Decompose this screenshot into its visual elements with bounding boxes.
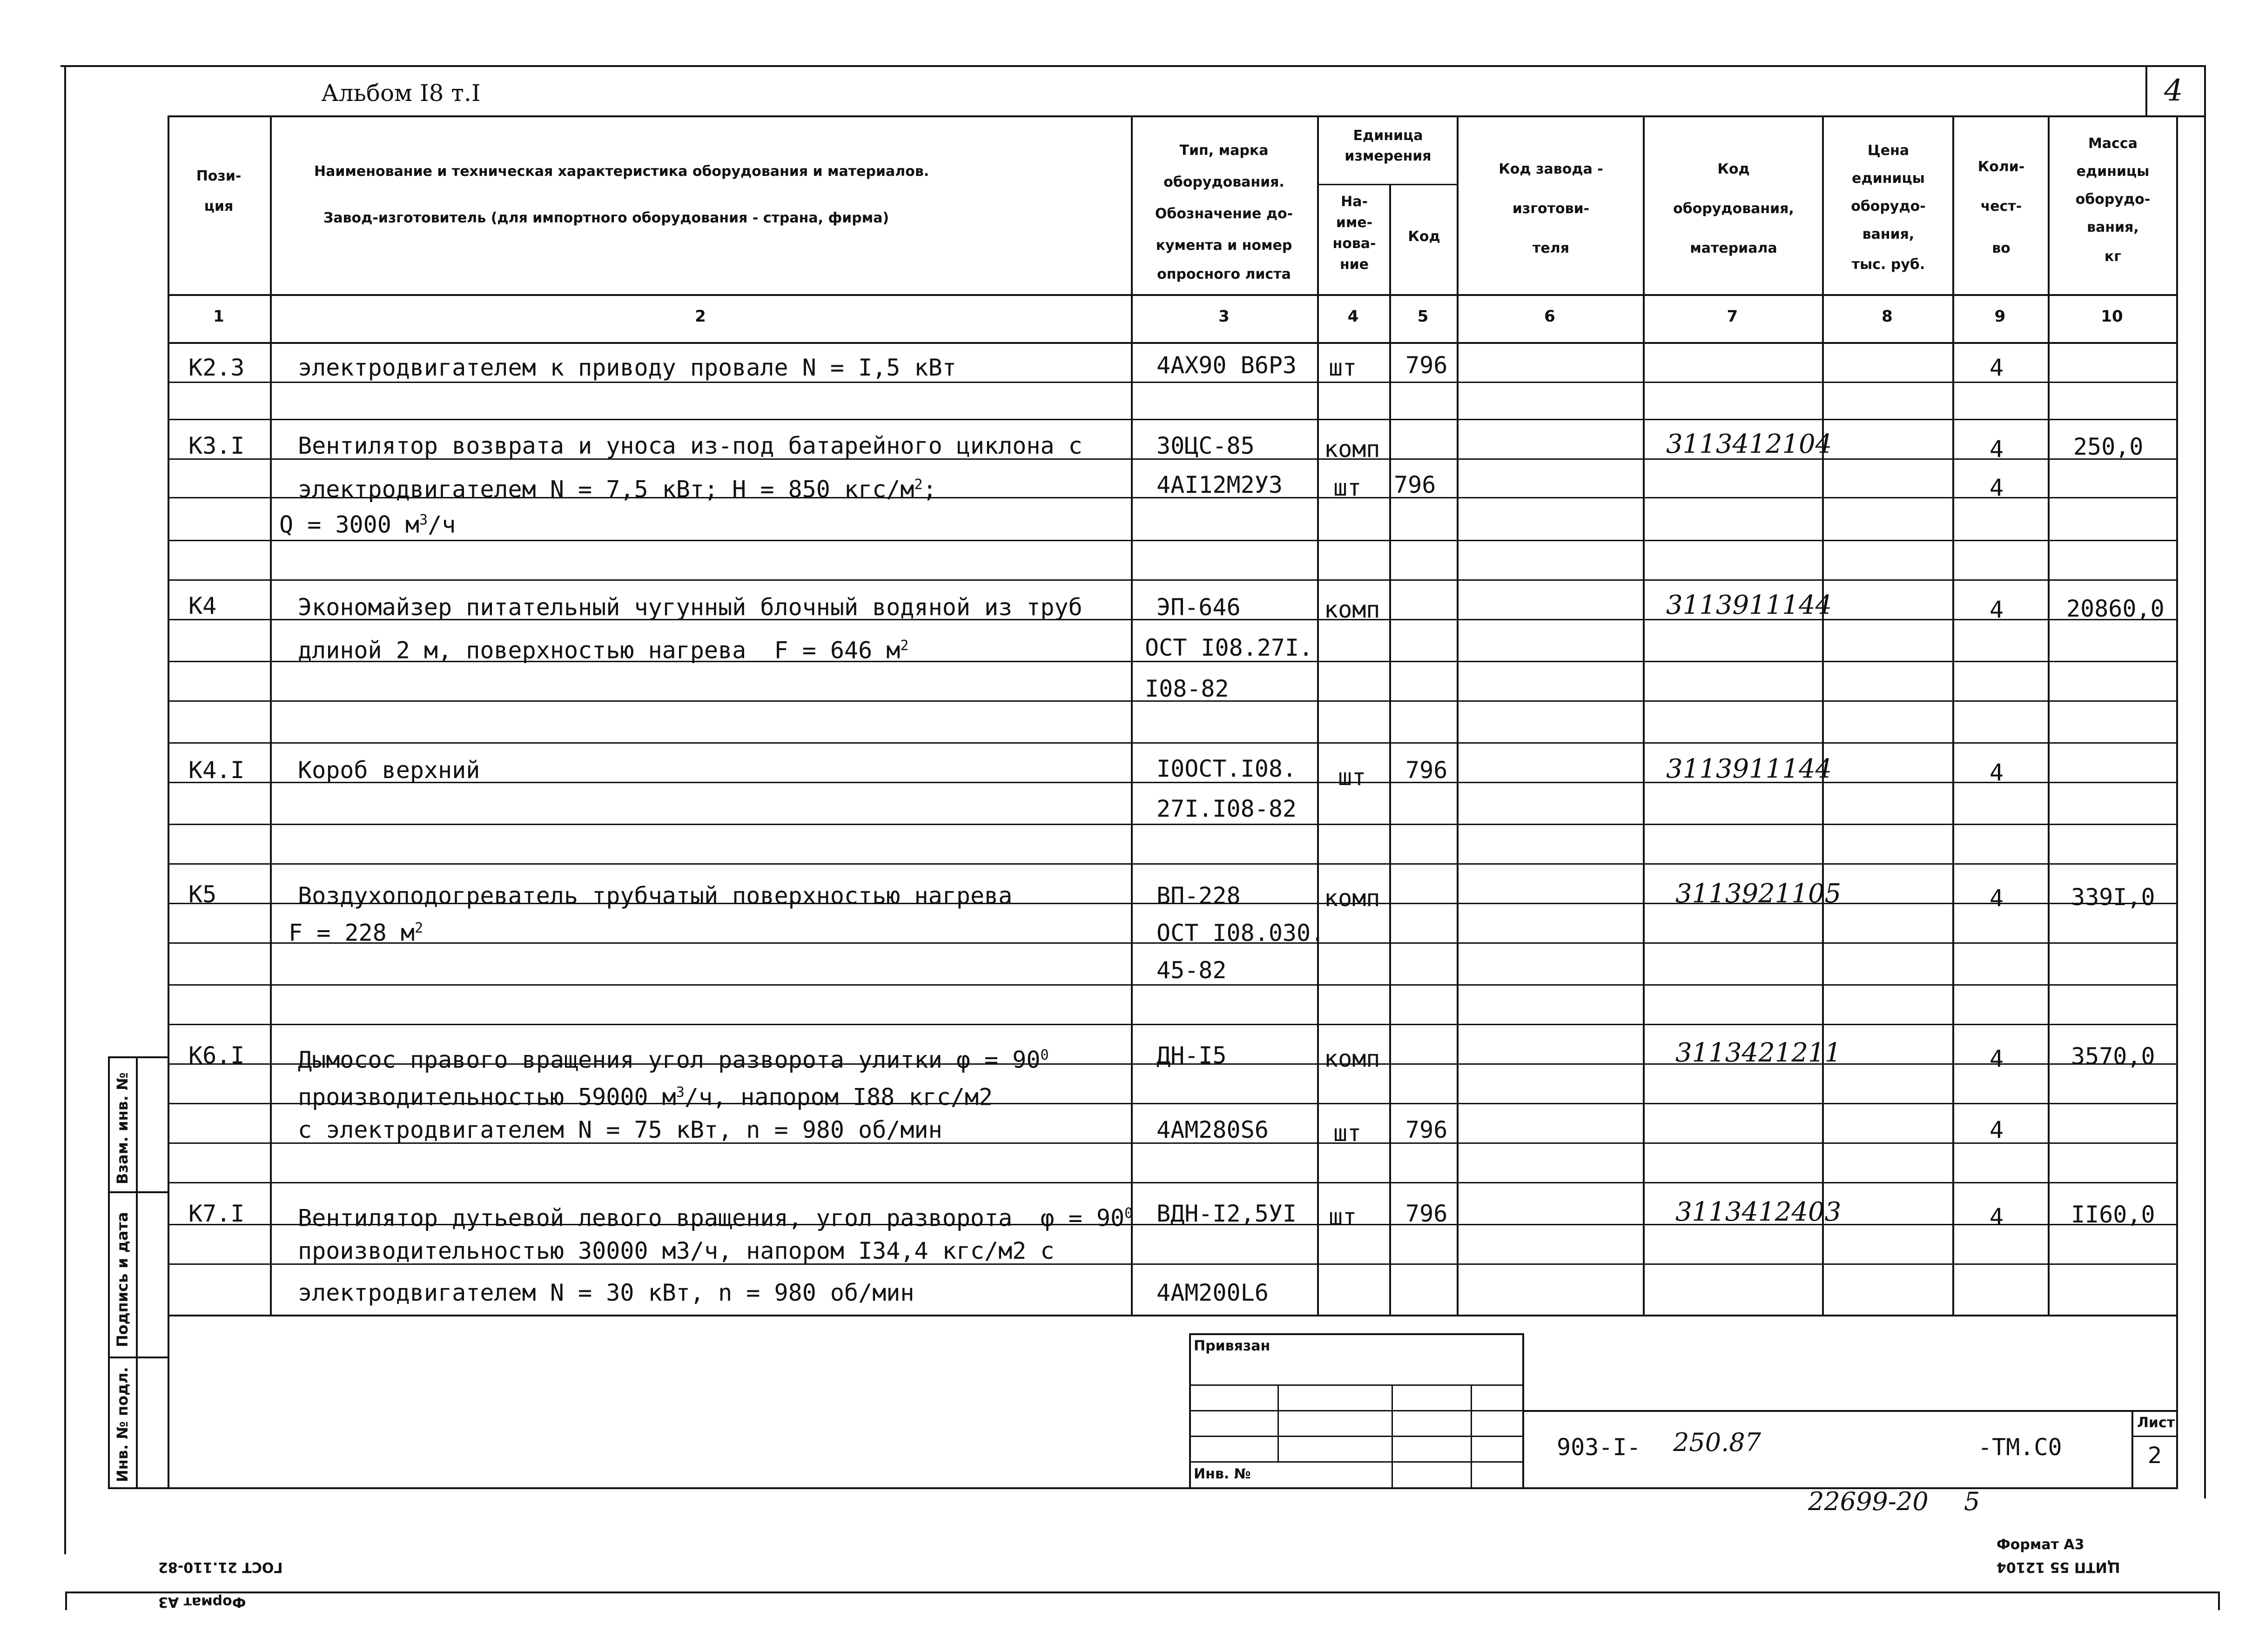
row15-eq: 3113412403	[1675, 1197, 1842, 1227]
col-line-2	[1131, 115, 1133, 1316]
row0-type: 4АХ90 В6Р3	[1156, 352, 1297, 379]
row10-type: ОСТ I08.030.	[1156, 920, 1325, 947]
numbers-bottom-line	[168, 342, 2178, 344]
header-c3-e: опросного листа	[1157, 266, 1291, 282]
table-top-line	[168, 115, 2178, 117]
col-num-9: 9	[1994, 307, 2006, 326]
row1-type: 30ЦС-85	[1156, 432, 1255, 459]
row3-name: Q = 3000 $м^3/ч$	[279, 511, 456, 538]
sheet-number: 2	[2148, 1443, 2162, 1469]
col-num-2: 2	[695, 307, 706, 326]
row12-name: Дымосос правого вращения угол разворота улитки $\varphi = 90^0$	[298, 1046, 1049, 1074]
row12-eq: 3113421211	[1675, 1038, 1842, 1068]
doc-code-italic: 250.87	[1673, 1428, 1761, 1457]
row13-name: производительностью 59000 $м^3/ч$, напором I88 кгс/м2	[298, 1083, 993, 1111]
side-strip-left	[108, 1056, 110, 1489]
side-vzam: Взам. инв. №	[114, 1072, 131, 1184]
row4-mass: 20860,0	[2066, 595, 2165, 622]
side-strip-middle	[136, 1056, 138, 1489]
doc-code-prefix: 903-I-	[1557, 1434, 1641, 1461]
row14-unit: шт	[1333, 1120, 1362, 1147]
sheet-label: Лист	[2137, 1415, 2175, 1431]
row5-name: длиной 2 м, поверхностью нагрева F = 646 $м^2$	[298, 637, 909, 664]
ciptp-label: ЦИТП 55 12104	[1997, 1559, 2120, 1575]
row15-pos: К7.I	[188, 1200, 245, 1227]
header-c2-a: Наименование и техническая характеристика оборудования и материалов.	[314, 163, 929, 180]
row-line-1	[168, 419, 2178, 420]
header-c1-a: Пози-	[196, 168, 242, 184]
col-line-10	[2176, 115, 2178, 1316]
frame-bottom	[65, 1592, 2220, 1593]
row7-code: 796	[1405, 757, 1448, 784]
header-c3-b: оборудования.	[1163, 174, 1284, 190]
row2-name: электродвигателем N = 7,5 кВт; H = 850 кгс/$м^2$;	[298, 476, 937, 503]
side-strip-div2	[108, 1357, 168, 1358]
row-line-11	[168, 824, 2178, 825]
row0-qty: 4	[1990, 354, 2004, 381]
header-c2-b: Завод-изготовитель (для импортного оборудования - страна, фирма)	[323, 210, 889, 226]
row9-type: ВП-228	[1156, 882, 1241, 909]
row-line-4	[168, 540, 2178, 541]
privyazan-top	[1189, 1333, 1524, 1335]
row0-code: 796	[1405, 352, 1448, 379]
row12-pos: К6.I	[188, 1042, 245, 1069]
header-c7-a: Код	[1717, 161, 1750, 177]
row11-type: 45-82	[1156, 957, 1227, 984]
col-num-6: 6	[1544, 307, 1555, 326]
designation-top	[1524, 1410, 2178, 1412]
gost-mirror-label: ГОСТ 21.110-82	[158, 1559, 283, 1575]
header-c4-c: нова-	[1332, 235, 1376, 252]
col-line-5	[1457, 115, 1459, 1316]
frame-bottom-right-tick	[2218, 1592, 2220, 1610]
row15-qty: 4	[1990, 1203, 2004, 1230]
side-strip-bottom	[108, 1487, 168, 1489]
inv-no-label: Инв. №	[1194, 1466, 1251, 1482]
header-c8-e: тыс. руб.	[1851, 256, 1925, 273]
row-line-16	[168, 1024, 2178, 1025]
col-num-7: 7	[1727, 307, 1738, 326]
col-line-1	[270, 115, 272, 1316]
row-line-20	[168, 1182, 2178, 1183]
row2-code: 796	[1394, 471, 1436, 498]
row17-type: 4АМ200L6	[1156, 1279, 1269, 1306]
row-line-9	[168, 742, 2178, 744]
col-line-6	[1643, 115, 1645, 1316]
row1-pos: К3.I	[188, 432, 245, 459]
header-c6-b: изготови-	[1512, 201, 1590, 217]
row6-type: I08-82	[1145, 675, 1229, 702]
row4-eq: 3113911144	[1666, 590, 1832, 620]
row15-type: ВДН-I2,5УI	[1156, 1200, 1297, 1227]
row1-eq: 3113412104	[1666, 429, 1832, 459]
header-c6-c: теля	[1533, 240, 1569, 256]
frame-right	[2204, 65, 2206, 1498]
row7-unit: шт	[1338, 764, 1366, 791]
row-line-12	[168, 863, 2178, 865]
row9-unit: комп	[1324, 885, 1380, 912]
header-unit-b: измерения	[1345, 148, 1432, 164]
header-c7-b: оборудования,	[1673, 201, 1794, 217]
privyazan-label: Привязан	[1194, 1338, 1271, 1354]
stamp-right	[2176, 1315, 2178, 1489]
col-num-5: 5	[1417, 307, 1429, 326]
row7-name: Короб верхний	[298, 757, 480, 784]
sheet-box-left	[2131, 1410, 2133, 1489]
row12-mass: 3570,0	[2071, 1043, 2155, 1070]
col-line-9	[2048, 115, 2050, 1316]
row12-type: ДН-I5	[1156, 1042, 1227, 1069]
row0-pos: К2.3	[188, 354, 245, 381]
row14-qty: 4	[1990, 1116, 2004, 1143]
doc-code-suffix: -ТМ.С0	[1978, 1434, 2062, 1461]
header-c10-a: Масса	[2088, 135, 2138, 152]
row4-qty: 4	[1990, 596, 2004, 623]
privyazan-col2	[1392, 1384, 1393, 1489]
header-c9-b: чест-	[1980, 198, 2022, 215]
header-c3-c: Обозначение до-	[1155, 206, 1293, 222]
row1-name: Вентилятор возврата и уноса из-под батарейного циклона с	[298, 432, 1082, 459]
header-bottom-line	[168, 294, 2178, 296]
col-num-8: 8	[1882, 307, 1893, 326]
page-box-left	[2145, 65, 2147, 116]
row4-name: Экономайзер питательный чугунный блочный водяной из труб	[298, 594, 1082, 621]
format-label: Формат А3	[1997, 1537, 2084, 1553]
row9-mass: 339I,0	[2071, 884, 2155, 911]
frame-top	[61, 65, 2206, 67]
privyazan-line1	[1189, 1384, 1524, 1386]
row9-eq: 3113921105	[1675, 879, 1842, 909]
row1-qty: 4	[1990, 436, 2004, 463]
header-c1-b: ция	[204, 198, 234, 215]
row7-pos: К4.I	[188, 757, 245, 784]
side-strip-top	[108, 1056, 168, 1058]
row12-unit: комп	[1324, 1045, 1380, 1072]
row0-unit: шт	[1329, 354, 1357, 381]
col-num-3: 3	[1218, 307, 1230, 326]
row17-name: электродвигателем N = 30 кВт, n = 980 об/мин	[298, 1279, 914, 1306]
col-num-1: 1	[213, 307, 224, 326]
sheet-box-divider	[2131, 1436, 2178, 1437]
row9-name: Воздухоподогреватель трубчатый поверхностью нагрева	[298, 882, 1013, 909]
privyazan-line4	[1189, 1461, 1524, 1463]
row10-name: F = 228 $м^2$	[289, 919, 423, 947]
row16-name: производительностью 30000 м3/ч, напором I34,4 кгс/м2 с	[298, 1237, 1055, 1264]
row-line-15	[168, 984, 2178, 986]
header-c3-d: кумента и номер	[1156, 237, 1292, 254]
header-c10-b: единицы	[2076, 163, 2150, 180]
row5-type: ОСТ I08.27I.	[1145, 634, 1313, 661]
row9-pos: К5	[188, 881, 217, 908]
side-podpis: Подпись и дата	[114, 1212, 131, 1347]
col-line-8	[1952, 115, 1954, 1316]
header-c4-b: име-	[1336, 215, 1373, 231]
col-line-4	[1389, 184, 1391, 1316]
row15-name: Вентилятор дутьевой левого вращения, угол разворота $\varphi = 90^0$	[298, 1204, 1133, 1232]
inventory-suffix: 5	[1964, 1487, 1980, 1516]
row14-type: 4АМ280S6	[1156, 1116, 1269, 1143]
header-c6-a: Код завода -	[1499, 161, 1603, 177]
frame-bottom-left-tick	[65, 1592, 67, 1610]
row7-eq: 3113911144	[1666, 754, 1832, 784]
privyazan-line2	[1189, 1410, 1524, 1411]
header-c8-b: единицы	[1852, 170, 1925, 187]
side-strip-div1	[108, 1191, 168, 1193]
col-line-7	[1822, 115, 1824, 1316]
row2-unit: шт	[1333, 474, 1362, 501]
row4-pos: К4	[188, 592, 217, 619]
header-c9-a: Коли-	[1977, 159, 2025, 175]
row2-type: 4АI12М2У3	[1156, 471, 1283, 498]
header-c4-a: На-	[1341, 194, 1368, 210]
header-c3-a: Тип, марка	[1179, 142, 1269, 159]
table-bottom-line	[168, 1315, 2178, 1316]
frame-left	[64, 65, 66, 1554]
stamp-left	[168, 1315, 169, 1489]
privyazan-col3	[1471, 1384, 1472, 1489]
header-c7-c: материала	[1690, 240, 1777, 256]
privyazan-col1	[1277, 1384, 1279, 1461]
row14-name: с электродвигателем N = 75 кВт, n = 980 об/мин	[298, 1116, 942, 1143]
header-c10-c: оборудо-	[2075, 191, 2151, 208]
col-num-4: 4	[1347, 307, 1359, 326]
row1-mass: 250,0	[2073, 433, 2144, 460]
row12-qty: 4	[1990, 1045, 2004, 1072]
row9-qty: 4	[1990, 885, 2004, 912]
row8-type: 27I.I08-82	[1156, 795, 1297, 822]
row15-code: 796	[1405, 1200, 1448, 1227]
unit-subheader-line	[1317, 184, 1457, 185]
album-label: Альбом I8 т.I	[321, 80, 481, 107]
privyazan-line3	[1189, 1436, 1524, 1437]
row14-code: 796	[1405, 1116, 1448, 1143]
col-num-10: 10	[2101, 307, 2123, 326]
header-c8-d: вания,	[1862, 226, 1915, 242]
header-c4-d: ние	[1339, 256, 1369, 273]
row1-unit: комп	[1324, 436, 1380, 463]
row4-unit: комп	[1324, 596, 1380, 623]
row15-unit: шт	[1329, 1203, 1357, 1230]
header-c5: Код	[1408, 228, 1440, 245]
inventory-number: 22699-20	[1808, 1487, 1929, 1516]
col-line-3	[1317, 115, 1319, 1316]
row-line-5	[168, 579, 2178, 581]
header-c9-c: во	[1992, 240, 2010, 256]
row7-type: I0ОСТ.I08.	[1156, 755, 1297, 782]
header-c8-a: Цена	[1867, 142, 1909, 159]
header-unit-a: Единица	[1353, 128, 1423, 144]
row0-name: электродвигателем к приводу провале N = I,5 кВт	[298, 354, 956, 381]
row2-qty: 4	[1990, 474, 2004, 501]
row4-type: ЭП-646	[1156, 594, 1241, 621]
header-c8-c: оборудо-	[1851, 198, 1926, 215]
format-mirror-label: Формат А3	[158, 1594, 246, 1610]
header-c10-d: вания,	[2087, 219, 2139, 235]
side-inv-podl: Инв. № подл.	[114, 1367, 131, 1482]
row-line-0	[168, 382, 2178, 383]
header-c10-e: кг	[2104, 248, 2122, 265]
row7-qty: 4	[1990, 759, 2004, 786]
page-number: 4	[2164, 74, 2183, 108]
row15-mass: II60,0	[2071, 1201, 2155, 1228]
